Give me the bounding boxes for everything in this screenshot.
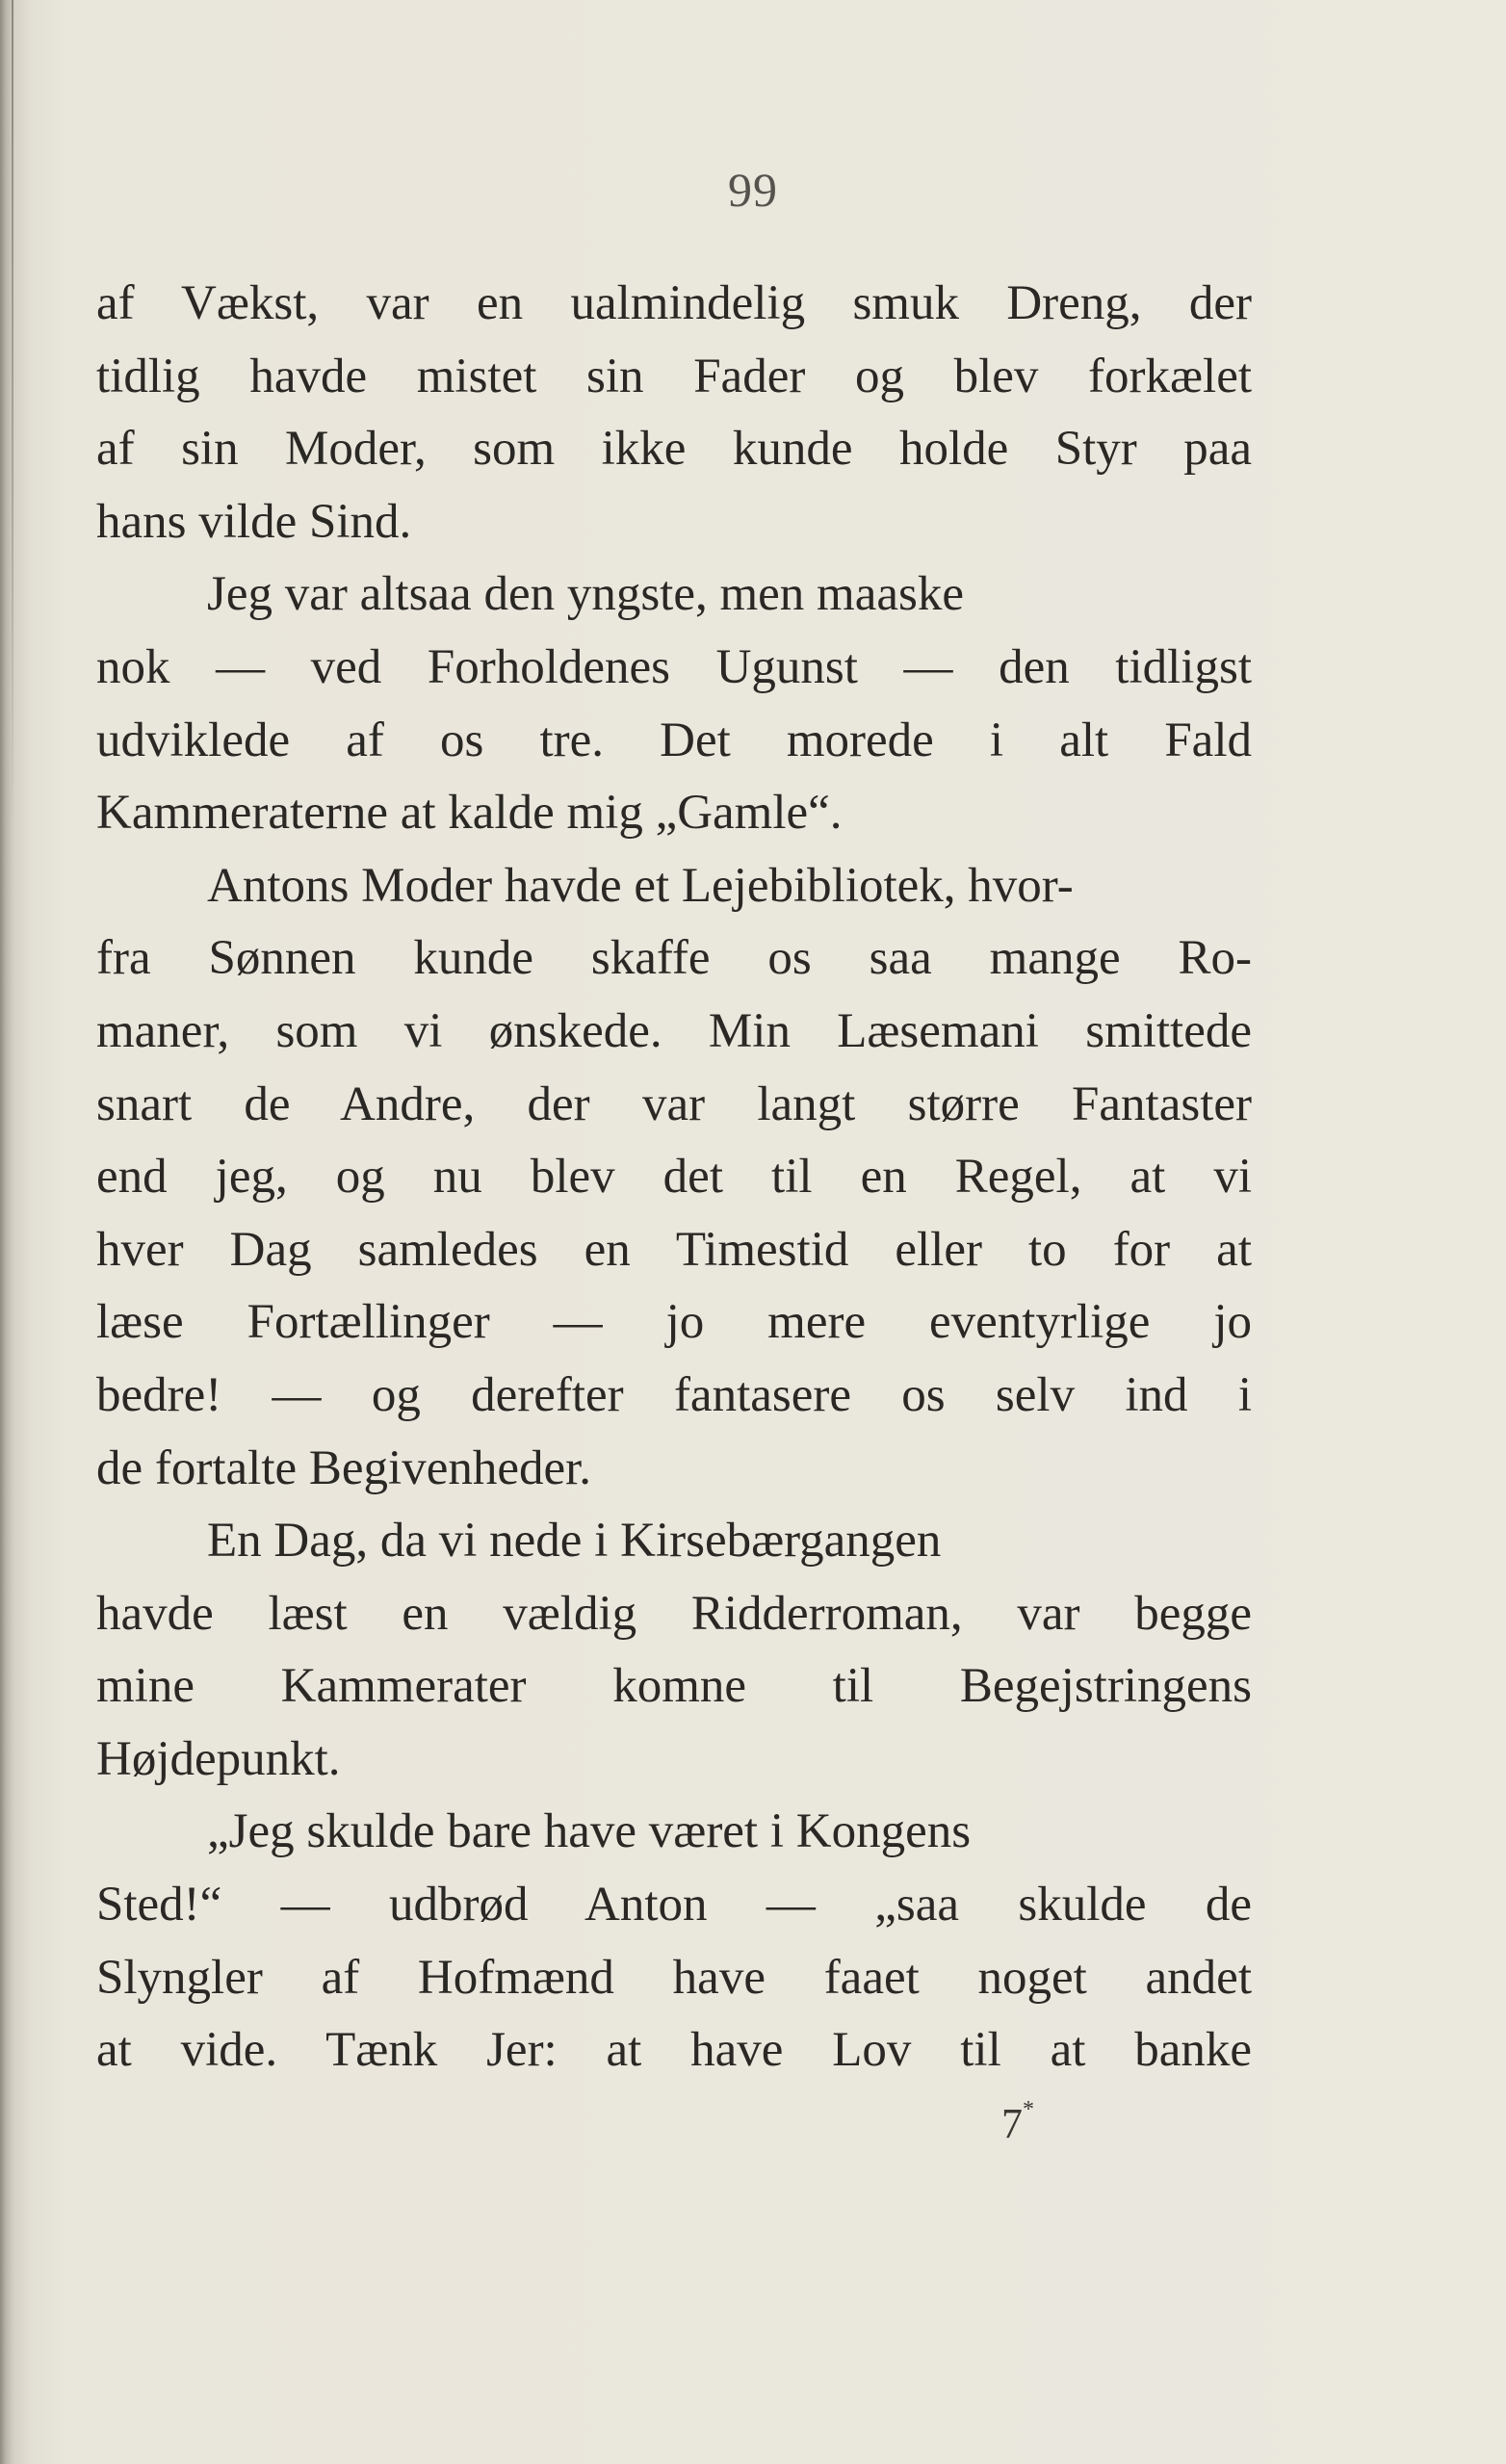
page-number: 99 — [728, 163, 778, 217]
text-line: Antons Moder havde et Lejebibliotek, hvor- — [207, 858, 1074, 913]
text-line: En Dag, da vi nede i Kirsebærgangen — [207, 1514, 942, 1569]
text-line: de fortalte Begivenheder. — [96, 1440, 592, 1495]
text-line: af sin Moder, som ikke kunde holde Styr paa — [96, 422, 1252, 477]
text-line: „Jeg skulde bare have været i Kongens — [207, 1804, 972, 1859]
text-line: læse Fortællinger — jo mere eventyrlige jo — [96, 1295, 1252, 1350]
text-line: mine Kammerater komne til Begejstringens — [96, 1659, 1252, 1714]
text-line: Kammeraterne at kalde mig „Gamle“. — [96, 786, 843, 841]
binding-gutter — [12, 0, 13, 828]
text-line: fra Sønnen kunde skaffe os saa mange Ro- — [96, 931, 1252, 986]
text-line: hver Dag samledes en Timestid eller to for at — [96, 1222, 1252, 1277]
text-line: af Vækst, var en ualmindelig smuk Dreng, der — [96, 276, 1252, 330]
text-line: end jeg, og nu blev det til en Regel, at vi — [96, 1150, 1252, 1205]
signature-asterisk: * — [1023, 2097, 1034, 2122]
text-line: udviklede af os tre. Det morede i alt Fald — [96, 713, 1252, 767]
text-line: Slyngler af Hofmænd have faaet noget andet — [96, 1950, 1252, 2005]
text-line: nok — ved Forholdenes Ugunst — den tidligst — [96, 639, 1252, 694]
text-line: havde læst en vældig Ridderroman, var begge — [96, 1586, 1252, 1641]
text-line: Højdepunkt. — [96, 1731, 341, 1786]
text-line: bedre! — og derefter fantasere os selv ind i — [96, 1367, 1252, 1422]
text-line: Jeg var altsaa den yngste, men maaske — [207, 567, 964, 622]
text-line: tidlig havde mistet sin Fader og blev forkælet — [96, 349, 1252, 403]
body-text — [96, 268, 1252, 2088]
signature-number: 7 — [1001, 2100, 1023, 2147]
text-line: snart de Andre, der var langt større Fantaster — [96, 1076, 1252, 1131]
printer-signature-mark — [1001, 2097, 1034, 2148]
text-line: at vide. Tænk Jer: at have Lov til at banke — [96, 2023, 1252, 2078]
text-line: Sted!“ — udbrød Anton — „saa skulde de — [96, 1878, 1252, 1932]
text-line: maner, som vi ønskede. Min Læsemani smittede — [96, 1003, 1252, 1058]
text-line: hans vilde Sind. — [96, 494, 412, 549]
